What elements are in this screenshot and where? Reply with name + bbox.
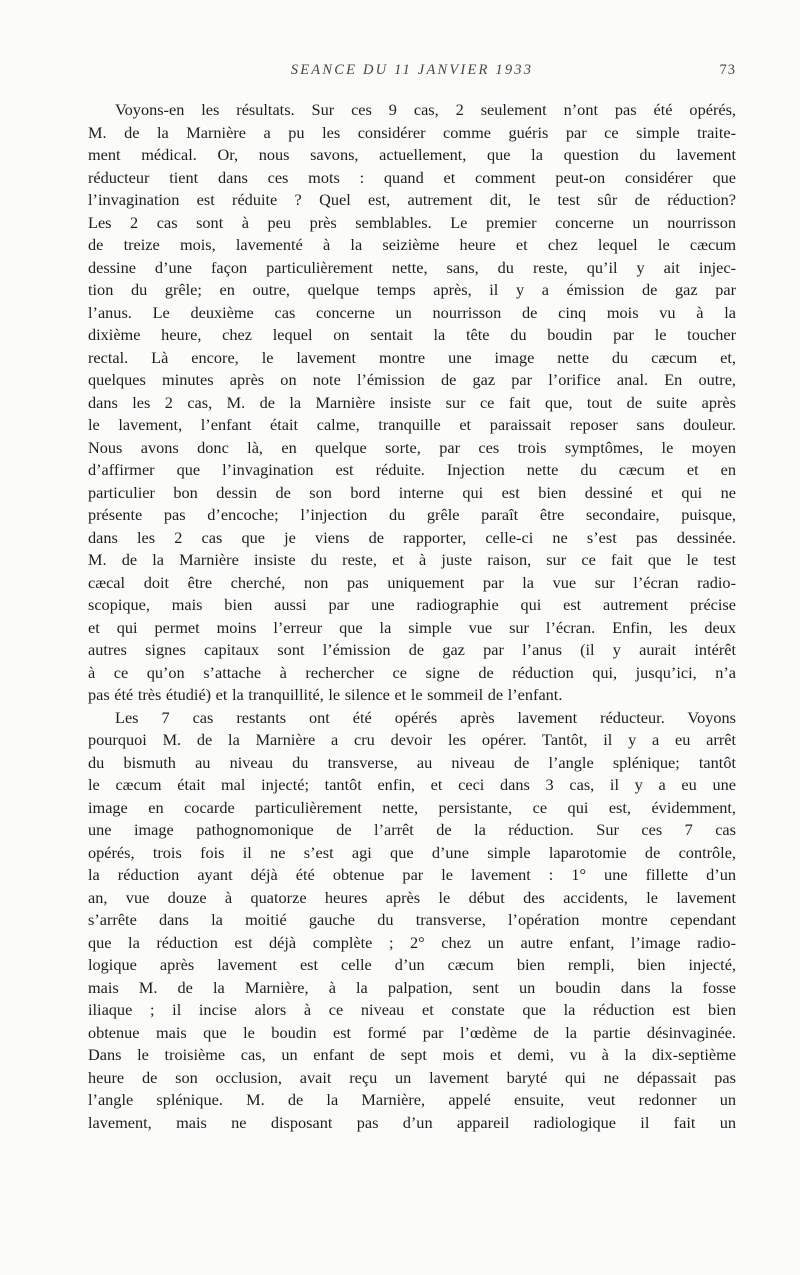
text-line: M. de la Marnière insiste du reste, et à juste raison, sur ce fait que le test <box>88 550 736 569</box>
text-line: et qui permet moins l’erreur que la simple vue sur l’écran. Enfin, les deux <box>88 617 736 637</box>
text-line: l’angle splénique. M. de la Marnière, appelé ensuite, veut redonner un <box>88 1090 736 1109</box>
text-line: lavement, mais ne disposant pas d’un appareil radiologique il fait un <box>88 1112 736 1132</box>
text-line: s’arrête dans la moitié gauche du transverse, l’opération montre cependant <box>88 910 736 929</box>
text-line: l’anus. Le deuxième cas concerne un nourrisson de cinq mois vu à la <box>88 302 736 322</box>
text-line: tion du grêle; en outre, quelque temps après, il y a émission de gaz par <box>88 280 736 299</box>
body-text <box>88 99 736 1134</box>
text-line: mais M. de la Marnière, à la palpation, sent un boudin dans la fosse <box>88 977 736 997</box>
text-line: iliaque ; il incise alors à ce niveau et constate que la réduction est bien <box>88 1000 736 1019</box>
text-line: dans les 2 cas que je viens de rapporter, celle-ci ne s’est pas dessinée. <box>88 527 736 547</box>
text-line: que la réduction est déjà complète ; 2° chez un autre enfant, l’image radio- <box>88 932 736 952</box>
text-line: Voyons-en les résultats. Sur ces 9 cas, 2 seulement n’ont pas été opérés, <box>115 100 736 119</box>
text-line: pourquoi M. de la Marnière a cru devoir les opérer. Tantôt, il y a eu arrêt <box>88 730 736 749</box>
running-title: SEANCE DU 11 JANVIER 1933 <box>290 62 534 78</box>
page-number: 73 <box>719 62 736 78</box>
text-line: réducteur tient dans ces mots : quand et comment peut-on considérer que <box>88 167 736 187</box>
text-line: d’affirmer que l’invagination est réduite. Injection nette du cæcum et en <box>88 460 736 479</box>
text-line: image en cocarde particulièrement nette, persistante, ce qui est, évidemment, <box>88 797 736 817</box>
text-line: Dans le troisième cas, un enfant de sept mois et demi, vu à la dix-septième <box>88 1045 736 1064</box>
text-line: présente pas d’encoche; l’injection du grêle paraît être secondaire, puisque, <box>88 505 736 524</box>
text-line: opérés, trois fois il ne s’est agi que d’une simple laparotomie de contrôle, <box>88 842 736 862</box>
text-line: dans les 2 cas, M. de la Marnière insiste sur ce fait que, tout de suite après <box>88 392 736 412</box>
text-line: Les 7 cas restants ont été opérés après lavement réducteur. Voyons <box>115 707 736 727</box>
text-line: l’invagination est réduite ? Quel est, autrement dit, le test sûr de réduction? <box>88 190 736 209</box>
text-line: cæcal doit être cherché, non pas uniquement par la vue sur l’écran radio- <box>88 572 736 592</box>
text-line: rectal. Là encore, le lavement montre une image nette du cæcum et, <box>88 347 736 367</box>
text-line: dessine d’une façon particulièrement nette, sans, du reste, qu’il y ait injec- <box>88 257 736 277</box>
text-line: scopique, mais bien aussi par une radiographie qui est autrement précise <box>88 595 736 614</box>
text-line: le lavement, l’enfant était calme, tranquille et paraissait reposer sans douleur. <box>88 415 736 434</box>
text-line: dixième heure, chez lequel on sentait la tête du boudin par le toucher <box>88 325 736 344</box>
text-line: de treize mois, lavementé à la seizième heure et chez lequel le cæcum <box>88 235 736 254</box>
text-line: le cæcum était mal injecté; tantôt enfin, et ceci dans 3 cas, il y a eu une <box>88 775 736 794</box>
text-line: la réduction ayant déjà été obtenue par le lavement : 1° une fillette d’un <box>88 865 736 884</box>
text-line: pas été très étudié) et la tranquillité, le silence et le sommeil de l’enfant. <box>88 685 563 704</box>
text-line: une image pathognomonique de l’arrêt de la réduction. Sur ces 7 cas <box>88 820 736 839</box>
text-line: Les 2 cas sont à peu près semblables. Le premier concerne un nourrisson <box>88 212 736 232</box>
text-line: à ce qu’on s’attache à rechercher ce signe de réduction qui, jusqu’ici, n’a <box>88 662 736 682</box>
text-line: an, vue douze à quatorze heures après le début des accidents, le lavement <box>88 887 736 907</box>
text-line: ment médical. Or, nous savons, actuellement, que la question du lavement <box>88 145 736 164</box>
page-header <box>88 62 736 84</box>
text-line: autres signes capitaux sont l’émission de gaz par l’anus (il y aurait intérêt <box>88 640 736 659</box>
text-line: logique après lavement est celle d’un cæcum bien rempli, bien injecté, <box>88 955 736 974</box>
text-line: quelques minutes après on note l’émission de gaz par l’orifice anal. En outre, <box>88 370 736 389</box>
text-line: particulier bon dessin de son bord interne qui est bien dessiné et qui ne <box>88 482 736 502</box>
text-line: du bismuth au niveau du transverse, au niveau de l’angle splénique; tantôt <box>88 752 736 772</box>
text-line: Nous avons donc là, en quelque sorte, par ces trois symptômes, le moyen <box>88 437 736 457</box>
text-line: obtenue mais que le boudin est formé par l’œdème de la partie désinvaginée. <box>88 1022 736 1042</box>
text-line: M. de la Marnière a pu les considérer comme guéris par ce simple traite- <box>88 122 736 142</box>
text-line: heure de son occlusion, avait reçu un lavement baryté qui ne dépassait pas <box>88 1067 736 1087</box>
